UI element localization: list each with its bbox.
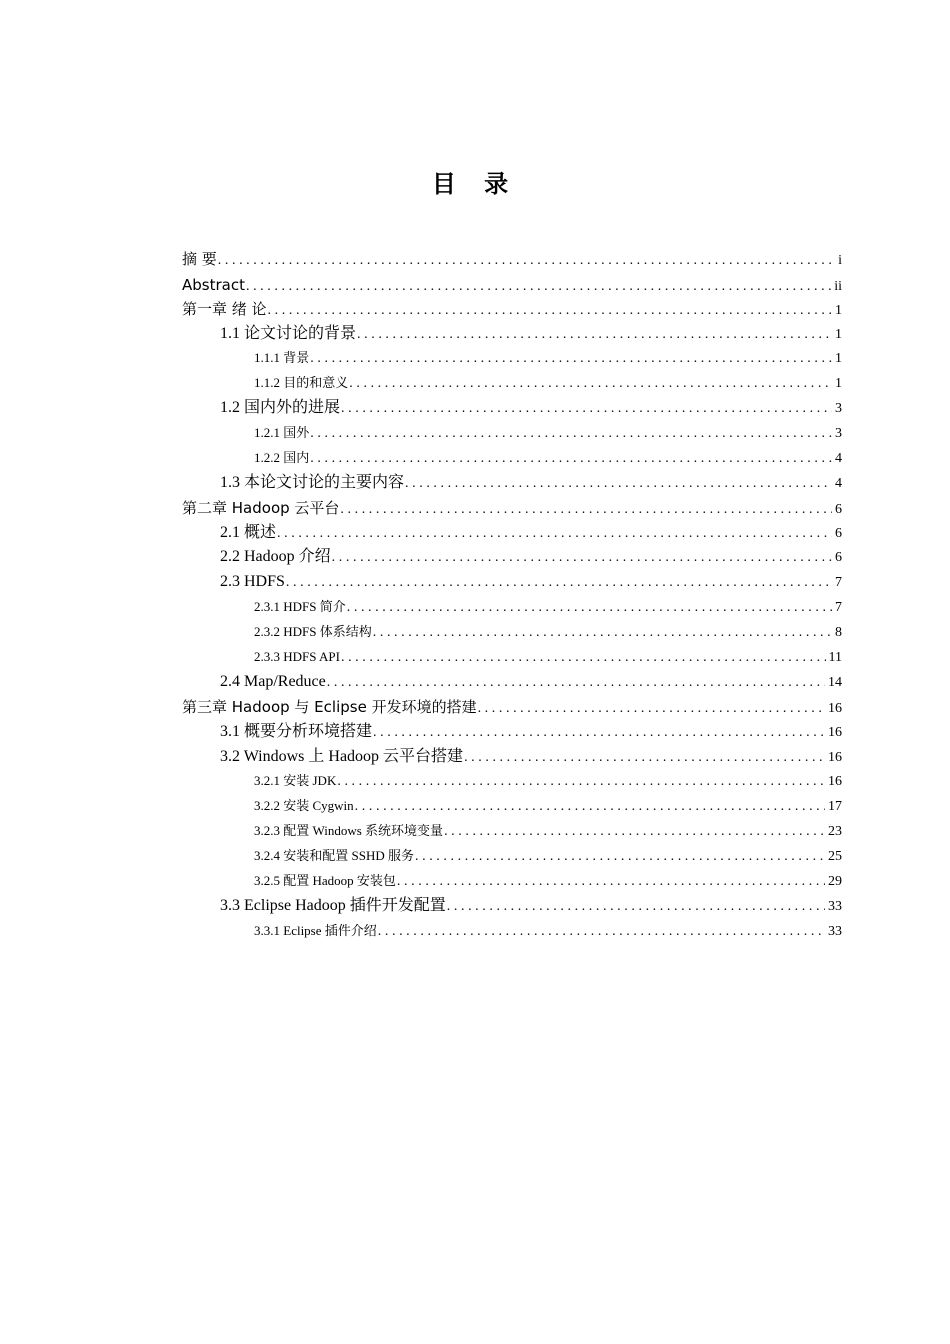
toc-entry-page: 4 bbox=[835, 476, 842, 491]
toc-entry-2-1[interactable] bbox=[220, 521, 842, 545]
toc-entry-2-3-3[interactable] bbox=[254, 645, 842, 669]
toc-entry-page: 6 bbox=[835, 502, 842, 517]
toc-entry-title: 3.3.1 Eclipse 插件介绍 bbox=[254, 923, 377, 938]
dot-leader bbox=[337, 770, 825, 793]
toc-entry-title: 3.3 Eclipse Hadoop 插件开发配置 bbox=[220, 897, 446, 914]
toc-entry-title: 2.3.3 HDFS API bbox=[254, 649, 340, 664]
toc-entry-page: 8 bbox=[835, 625, 842, 640]
toc-entry-chapter-2[interactable] bbox=[182, 496, 842, 520]
toc-entry-1-2[interactable] bbox=[220, 396, 842, 420]
toc-entry-page: 1 bbox=[835, 327, 842, 342]
toc-entry-title: 2.4 Map/Reduce bbox=[220, 673, 326, 690]
dot-leader bbox=[268, 299, 832, 321]
toc-entry-title: 第一章 绪 论 bbox=[182, 300, 267, 318]
toc-entry-1-2-2[interactable] bbox=[254, 446, 842, 470]
toc-entry-page: 33 bbox=[828, 899, 842, 914]
toc-entry-3-2-1[interactable] bbox=[254, 769, 842, 793]
toc-entry-page: 14 bbox=[828, 675, 842, 690]
toc-entry-abstract-en[interactable] bbox=[182, 273, 842, 297]
toc-entry-title: 3.2 Windows 上 Hadoop 云平台搭建 bbox=[220, 748, 464, 765]
toc-entry-chapter-3[interactable] bbox=[182, 695, 842, 719]
toc-entry-3-2-3[interactable] bbox=[254, 819, 842, 843]
dot-leader bbox=[327, 671, 825, 694]
toc-entry-title: 3.2.4 安装和配置 SSHD 服务 bbox=[254, 848, 414, 863]
toc-entry-page: 25 bbox=[828, 849, 842, 864]
toc-entry-title: 2.3.2 HDFS 体系结构 bbox=[254, 624, 372, 639]
toc-entry-title: 2.2 Hadoop 介绍 bbox=[220, 548, 331, 565]
dot-leader bbox=[357, 323, 832, 346]
toc-entry-page: 16 bbox=[828, 750, 842, 765]
toc-entry-page: 4 bbox=[835, 451, 842, 466]
toc-entry-1-3[interactable] bbox=[220, 471, 842, 495]
toc-entry-title: 第二章 Hadoop 云平台 bbox=[182, 499, 340, 517]
dot-leader bbox=[378, 920, 825, 943]
toc-entry-page: 11 bbox=[828, 650, 842, 665]
toc-entry-title: 3.2.1 安装 JDK bbox=[254, 773, 337, 788]
toc-entry-3-2-4[interactable] bbox=[254, 844, 842, 868]
toc-entry-page: 3 bbox=[835, 401, 842, 416]
toc-entry-3-2-2[interactable] bbox=[254, 794, 842, 818]
dot-leader bbox=[373, 621, 832, 644]
toc-entry-title: 3.1 概要分析环境搭建 bbox=[220, 723, 373, 740]
toc-entry-2-2[interactable] bbox=[220, 545, 842, 569]
toc-entry-1-1-1[interactable] bbox=[254, 346, 842, 370]
toc-entry-abstract-cn[interactable] bbox=[182, 247, 842, 271]
toc-entry-title: 1.2.1 国外 bbox=[254, 425, 310, 440]
toc-entry-page: 33 bbox=[828, 924, 842, 939]
toc-entry-page: i bbox=[838, 253, 842, 268]
toc-entry-3-2[interactable] bbox=[220, 745, 842, 769]
dot-leader bbox=[347, 596, 832, 619]
toc-entry-page: 1 bbox=[835, 303, 842, 318]
dot-leader bbox=[286, 571, 832, 594]
toc-entry-title: 摘 要 bbox=[182, 250, 217, 268]
toc-entry-page: ii bbox=[834, 279, 842, 294]
toc-entry-title: 3.2.5 配置 Hadoop 安装包 bbox=[254, 873, 396, 888]
toc-entry-page: 6 bbox=[835, 550, 842, 565]
dot-leader bbox=[277, 522, 832, 545]
dot-leader bbox=[355, 795, 825, 818]
toc-entry-page: 1 bbox=[835, 376, 842, 391]
dot-leader bbox=[415, 845, 825, 868]
dot-leader bbox=[310, 347, 832, 370]
toc-entry-1-1-2[interactable] bbox=[254, 371, 842, 395]
dot-leader bbox=[349, 372, 832, 395]
dot-leader bbox=[444, 820, 825, 843]
toc-entry-3-3[interactable] bbox=[220, 894, 842, 918]
dot-leader bbox=[447, 895, 825, 918]
toc-entry-3-3-1[interactable] bbox=[254, 919, 842, 943]
dot-leader bbox=[218, 249, 835, 271]
toc-entry-page: 3 bbox=[835, 426, 842, 441]
toc-entry-title: 1.2 国内外的进展 bbox=[220, 399, 341, 416]
dot-leader bbox=[341, 397, 832, 420]
toc-entry-2-3-2[interactable] bbox=[254, 620, 842, 644]
toc-entry-3-1[interactable] bbox=[220, 720, 842, 744]
toc-entry-1-2-1[interactable] bbox=[254, 421, 842, 445]
toc-entry-page: 7 bbox=[835, 600, 842, 615]
toc-entry-3-2-5[interactable] bbox=[254, 869, 842, 893]
dot-leader bbox=[405, 472, 832, 495]
toc-entry-page: 29 bbox=[828, 874, 842, 889]
toc-entry-page: 7 bbox=[835, 575, 842, 590]
toc-entry-page: 16 bbox=[828, 725, 842, 740]
dot-leader bbox=[340, 498, 832, 520]
dot-leader bbox=[464, 746, 825, 769]
toc-entry-page: 6 bbox=[835, 526, 842, 541]
toc-entry-title: 2.3 HDFS bbox=[220, 573, 285, 590]
toc-entry-title: 1.1.2 目的和意义 bbox=[254, 375, 349, 390]
toc-entry-1-1[interactable] bbox=[220, 322, 842, 346]
toc-entry-2-3[interactable] bbox=[220, 570, 842, 594]
dot-leader bbox=[310, 422, 832, 445]
toc-entry-title: 1.1 论文讨论的背景 bbox=[220, 325, 357, 342]
toc-entry-2-3-1[interactable] bbox=[254, 595, 842, 619]
toc-entry-title: 3.2.3 配置 Windows 系统环境变量 bbox=[254, 823, 444, 838]
toc-entry-page: 17 bbox=[828, 799, 842, 814]
dot-leader bbox=[332, 546, 832, 569]
toc-entry-title: Abstract bbox=[182, 276, 245, 294]
toc-entry-title: 2.1 概述 bbox=[220, 524, 277, 541]
toc-entry-2-4[interactable] bbox=[220, 670, 842, 694]
dot-leader bbox=[246, 275, 831, 297]
toc-entry-page: 23 bbox=[828, 824, 842, 839]
toc-entry-page: 16 bbox=[828, 774, 842, 789]
toc-entry-page: 16 bbox=[828, 701, 842, 716]
dot-leader bbox=[341, 646, 826, 669]
toc-entry-title: 第三章 Hadoop 与 Eclipse 开发环境的搭建 bbox=[182, 698, 477, 716]
toc-entry-chapter-1[interactable] bbox=[182, 297, 842, 321]
toc-entry-title: 3.2.2 安装 Cygwin bbox=[254, 798, 354, 813]
toc-entry-title: 1.2.2 国内 bbox=[254, 450, 310, 465]
page-title: 目 录 bbox=[431, 170, 519, 198]
toc-entry-title: 2.3.1 HDFS 简介 bbox=[254, 599, 346, 614]
dot-leader bbox=[310, 447, 832, 470]
toc-entry-title: 1.1.1 背景 bbox=[254, 350, 310, 365]
dot-leader bbox=[397, 870, 825, 893]
toc-entry-title: 1.3 本论文讨论的主要内容 bbox=[220, 474, 405, 491]
toc-entry-page: 1 bbox=[835, 351, 842, 366]
dot-leader bbox=[478, 697, 825, 719]
dot-leader bbox=[373, 721, 825, 744]
